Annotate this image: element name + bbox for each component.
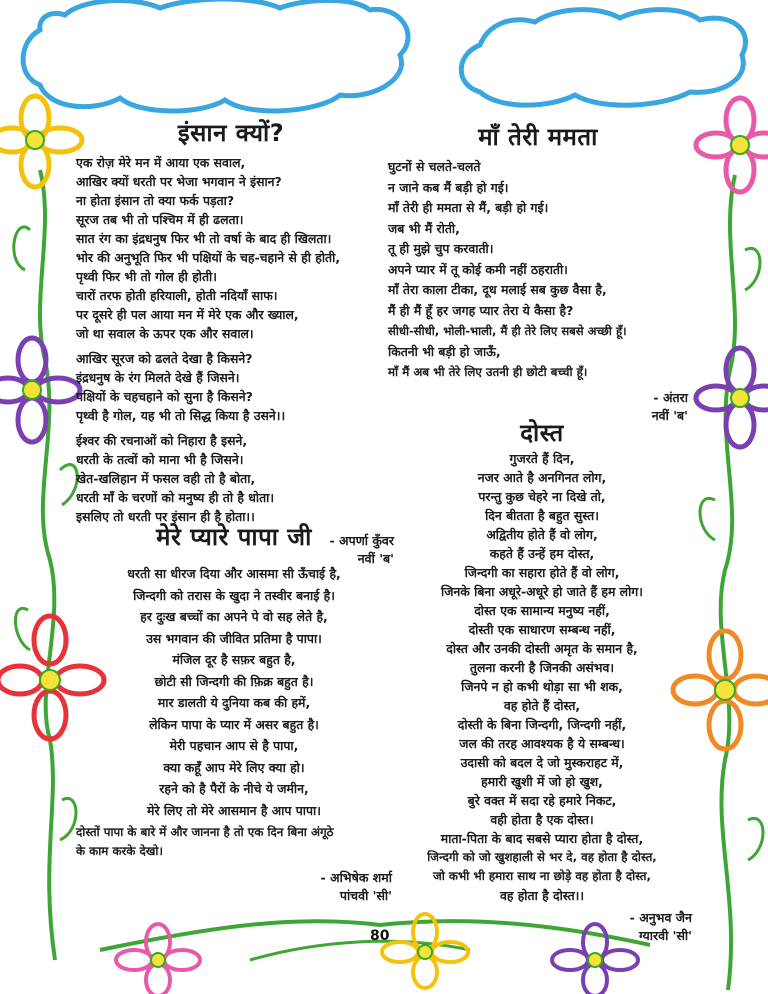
poem-line: लेकिन पापा के प्यार में असर बहुत है। bbox=[149, 716, 319, 732]
poem-line: मेरी पहचान आप से है पापा, bbox=[169, 738, 299, 753]
poem-line: माँ तेरी ही ममता से मैं, बड़ी हो गई। bbox=[388, 200, 549, 215]
poem-line: जब भी मैं रोती, bbox=[388, 220, 460, 236]
poem-line: दोस्त और उनकी दोस्ती अमृत के समान है, bbox=[446, 641, 638, 656]
poem-line: परन्तु कुछ चेहरे ना दिखे तो, bbox=[478, 489, 606, 504]
poem-line: पक्षियों के चहचहाने को सुना है किसने? bbox=[76, 389, 253, 404]
poem-line: धरती सा धीरज दिया और आसमा सी ऊँचाई है, bbox=[127, 566, 341, 581]
poem-line: एक रोज़ मेरे मन में आया एक सवाल, bbox=[76, 155, 246, 170]
poem-line: इसलिए तो धरती पर इंसान ही है होता।। bbox=[76, 509, 255, 524]
poem-line: माँ मैं अब भी तेरे लिए उतनी ही छोटी बच्ची हूँ। bbox=[388, 365, 588, 379]
poem-line: इंद्रधनुष के रंग मिलते देखे हैं जिसने। bbox=[76, 370, 240, 385]
poem4-credit bbox=[392, 909, 692, 945]
poem-line: मार डालती ये दुनिया कब की हमें, bbox=[157, 695, 311, 710]
flower-yellow-left bbox=[0, 96, 82, 187]
poem-line: ईश्वर की रचनाओं को निहारा है इसने, bbox=[76, 433, 248, 448]
cloud-left bbox=[23, 0, 408, 111]
poem-line: पर दूसरे ही पल आया मन में मेरे एक और ख्याल, bbox=[76, 307, 299, 322]
poem-line: मेरे लिए तो मेरे आसमान है आप पापा। bbox=[147, 802, 321, 818]
poem-line: जिन्दगी का सहारा होते हैं वो लोग, bbox=[464, 565, 620, 580]
poem-line: कहते हैं उन्हें हम दोस्त, bbox=[489, 546, 595, 561]
poem-line: पृथ्वी है गोल, यह भी तो सिद्ध किया है उसने।। bbox=[76, 408, 286, 423]
poem-line: छोटी सी जिन्दगी की फ़िक्र बहुत है। bbox=[154, 673, 314, 689]
poem-line: जल की तरह आवश्यक है ये सम्बन्ध। bbox=[459, 736, 625, 751]
poem-line: तुलना करनी है जिनकी असंभव। bbox=[469, 660, 615, 675]
page-number: 80 bbox=[370, 928, 390, 944]
poem-line: तू ही मुझे चुप करवाती। bbox=[388, 241, 494, 256]
poem-line: अद्वितीय होते हैं वो लोग, bbox=[486, 527, 598, 542]
poem-line: सीधी-सीधी, भोली-भाली, मैं ही तेरे लिए सबसे अच्छी हूँ। bbox=[388, 324, 627, 338]
poem-mere-pyare-papa-ji bbox=[76, 520, 392, 905]
poem-insaan-kyon bbox=[76, 116, 394, 568]
poem-line: वह होते हैं दोस्त, bbox=[503, 698, 581, 713]
author-name: - अभिषेक शर्मा bbox=[320, 870, 392, 885]
poem-line: दोस्त एक सामान्य मनुष्य नहीं, bbox=[474, 603, 610, 618]
poem1-stanza1 bbox=[76, 153, 386, 343]
poem-line: नजर आते है अनगिनत लोग, bbox=[477, 470, 607, 485]
poem-line: माता-पिता के बाद सबसे प्यारा होता है दोस्त, bbox=[440, 831, 644, 846]
poem-line: अपने प्यार में तू कोई कमी नहीं ठहराती। bbox=[388, 261, 568, 277]
flower-pink-bottom bbox=[116, 924, 200, 994]
author-name: - अपर्णा कुँवर bbox=[329, 533, 394, 548]
poem4-body bbox=[392, 449, 692, 905]
poem-line: सूरज तब भी तो पश्चिम में ही ढलता। bbox=[76, 212, 244, 227]
poem2-credit bbox=[76, 869, 392, 905]
author-name: - अनुभव जैन bbox=[629, 910, 692, 925]
flower-purple-left bbox=[0, 338, 80, 442]
poem-line: न जाने कब मैं बड़ी हो गई। bbox=[388, 179, 509, 195]
flower-purple-right bbox=[696, 348, 768, 447]
poem-line: रहने को है पैरों के नीचे ये जमीन, bbox=[159, 781, 309, 796]
poem-dost bbox=[392, 416, 692, 945]
poem1-title: इंसान क्यों? bbox=[177, 119, 285, 147]
poem-line: उस भगवान की जीवित प्रतिमा है पापा। bbox=[146, 630, 322, 646]
poem-line: माँ तेरा काला टीका, दूध मलाई सब कुछ वैसा है, bbox=[388, 282, 607, 297]
poem2-note bbox=[76, 823, 392, 861]
author-class: नवीं 'ब' bbox=[651, 407, 688, 423]
poem3-title: माँ तेरी ममता bbox=[478, 123, 598, 151]
poem-line: वह होता है दोस्त।। bbox=[499, 888, 585, 903]
poem-line: धरती के तत्वों को माना भी है जिसने। bbox=[76, 452, 244, 467]
poem-line: मैं ही मैं हूँ हर जगह प्यार तेरा ये कैसा है? bbox=[388, 302, 574, 318]
author-class: नवीं 'ब' bbox=[357, 551, 394, 566]
stem-left bbox=[40, 170, 55, 960]
poem-line: गुजरते हैं दिन, bbox=[509, 451, 575, 466]
poem-line: जिनके बिना अधूरे-अधूरे हो जाते हैं हम लोग। bbox=[441, 584, 643, 599]
poem-line: भोर की अनुभूति फिर भी पक्षियों के चह-चहाने से ही होती, bbox=[76, 250, 341, 265]
stem-right bbox=[721, 175, 735, 990]
poem-line: सात रंग का इंद्रधनुष फिर भी तो वर्षा के बाद ही खिलता। bbox=[76, 231, 332, 246]
poem-line: बुरे वक्त में सदा रहे हमारे निकट, bbox=[467, 793, 617, 808]
poem4-title: दोस्त bbox=[520, 419, 564, 447]
poem2-title: मेरे प्यारे पापा जी bbox=[156, 523, 312, 551]
poem-line: चारों तरफ होती हरियाली, होती नदियाँ साफ। bbox=[76, 288, 278, 303]
poem-line: जो कभी भी हमारा साथ ना छोड़े वह होता है दोस्त, bbox=[433, 869, 651, 883]
poem-line: दोस्ती एक साधारण सम्बन्ध नहीं, bbox=[468, 622, 616, 637]
poem1-stanza3 bbox=[76, 431, 386, 526]
poem-line: जिनपे न हो कभी थोड़ा सा भी शक, bbox=[461, 679, 623, 694]
poem-line: मंजिल दूर है सफ़र बहुत है, bbox=[172, 652, 296, 667]
author-class: ग्यारवी 'सी' bbox=[639, 928, 692, 943]
poem-line: घुटनों से चलते-चलते bbox=[388, 159, 481, 174]
flower-pink-right bbox=[696, 98, 768, 192]
poem-line: दिन बीतता है बहुत सुस्त। bbox=[485, 508, 599, 523]
note-line: के काम करके देखो। bbox=[76, 844, 163, 858]
poem-line: पृथ्वी फिर भी तो गोल ही होती। bbox=[76, 269, 217, 284]
poem-line: ना होता इंसान तो क्या फर्क पड़ता? bbox=[76, 193, 235, 208]
author-name: - अंतरा bbox=[653, 389, 688, 405]
poem-line: आखिर सूरज को ढलते देखा है किसने? bbox=[76, 351, 253, 366]
poem-line: हमारी खुशी में जो हो खुश, bbox=[481, 774, 603, 789]
poem-line: आखिर क्यों धरती पर भेजा भगवान ने इंसान? bbox=[76, 174, 282, 189]
poem-line: क्या कहूँ आप मेरे लिए क्या हो। bbox=[163, 759, 305, 775]
cloud-right bbox=[461, 10, 745, 106]
poem-line: वही होता है एक दोस्त। bbox=[490, 812, 594, 827]
poem-line: दोस्ती के बिना जिन्दगी, जिन्दगी नहीं, bbox=[457, 717, 627, 732]
poem-line: जो था सवाल के ऊपर एक और सवाल। bbox=[76, 326, 254, 341]
note-line: दोस्तों पापा के बारे में और जानना है तो एक दिन बिना अंगूठे bbox=[76, 825, 334, 839]
author-class: पांचवी 'सी' bbox=[339, 888, 392, 903]
poem-line: जिन्दगी को तरास के खुदा ने तस्वीर बनाई है। bbox=[133, 587, 335, 603]
poem-line: हर दुःख बच्चों का अपने पे वो सह लेते है, bbox=[140, 609, 328, 624]
poem-line: धरती माँ के चरणों को मनुष्य ही तो है धोता। bbox=[76, 490, 275, 505]
poem-line: जिन्दगी को जो खुशहाली से भर दे, वह होता है दोस्त, bbox=[427, 850, 657, 864]
poem1-stanza2 bbox=[76, 349, 386, 425]
poem-maa-teri-mamta bbox=[388, 120, 688, 425]
poem-line: खेत-खलिहान में फसल वही तो है बोता, bbox=[76, 471, 256, 486]
poem-line: कितनी भी बड़ी हो जाऊँ, bbox=[388, 343, 501, 359]
poem2-body bbox=[76, 563, 392, 821]
poem-line: उदासी को बदल दे जो मुस्कराहट में, bbox=[460, 755, 624, 770]
poem3-body bbox=[388, 157, 688, 383]
